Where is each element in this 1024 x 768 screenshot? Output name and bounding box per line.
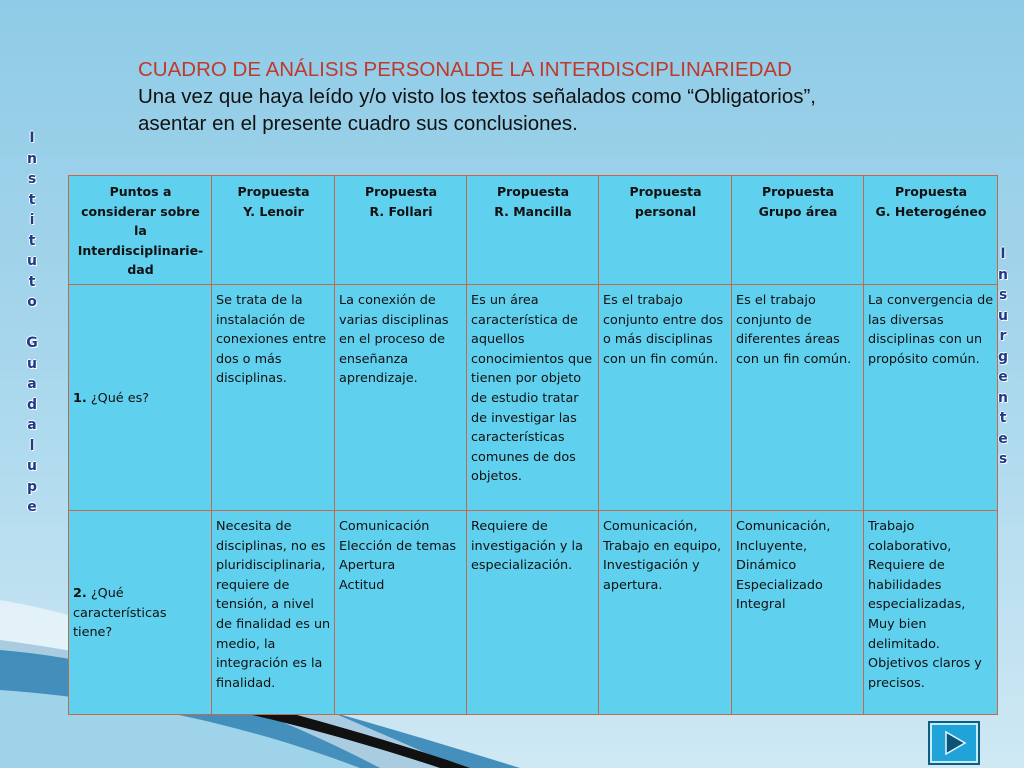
header-cell-personal — [599, 176, 732, 285]
row-point-cell — [69, 284, 212, 510]
header-author: personal — [634, 203, 697, 219]
header-cell-points — [69, 176, 212, 285]
header-author: R. Mancilla — [494, 203, 572, 219]
vertical-letter: u — [27, 253, 37, 269]
slide-heading: CUADRO DE ANÁLISIS PERSONALDE LA INTERDISCIPLINARIEDAD — [138, 58, 792, 81]
vertical-letter: e — [998, 430, 1008, 447]
header-author: R. Follari — [369, 203, 433, 219]
vertical-letter: i — [29, 212, 35, 228]
vertical-letter: a — [27, 376, 37, 392]
row-point-label: ¿Qué características tiene? — [73, 586, 167, 641]
header-author: Y. Lenoir — [243, 203, 304, 219]
table-cell: Comunicación, Trabajo en equipo, Investigación y apertura. — [599, 510, 732, 714]
vertical-letter: r — [999, 328, 1007, 344]
table-cell: Es un área característica de aquellos conocimientos que tienen por objeto de estudio tratar de investigar las características comunes de dos objetos. — [467, 284, 599, 510]
table-cell: Es el trabajo conjunto entre dos o más disciplinas con un fin común. — [599, 284, 732, 510]
table-cell: La convergencia de las diversas disciplinas con un propósito común. — [864, 284, 998, 510]
vertical-letter: t — [28, 273, 36, 290]
vertical-letter — [30, 313, 35, 334]
table-cell: Comunicación, Incluyente, Dinámico Especializado Integral — [732, 510, 864, 714]
slide-title-block — [138, 57, 938, 137]
header-cell-mancilla — [467, 176, 599, 285]
header-author: Grupo área — [758, 203, 838, 219]
table-cell: Trabajo colaborativo, Requiere de habilidades especializadas, Muy bien delimitado. Objetivos claros y precisos. — [864, 510, 998, 714]
table-cell: Comunicación Elección de temas Apertura Actitud — [335, 510, 467, 714]
vertical-letter: I — [29, 130, 35, 146]
vertical-letter: e — [998, 369, 1008, 385]
vertical-letter: t — [28, 232, 36, 249]
vertical-text-left — [22, 128, 42, 518]
vertical-letter: n — [998, 266, 1008, 283]
row-number: 2. — [73, 586, 87, 602]
header-label: Propuesta — [894, 184, 968, 199]
table-row — [69, 284, 998, 510]
vertical-letter: o — [27, 294, 37, 310]
header-label: Propuesta — [629, 184, 702, 199]
next-slide-button[interactable] — [928, 721, 980, 765]
table-cell: Se trata de la instalación de conexiones entre dos o más disciplinas. — [212, 284, 335, 510]
table-cell: Es el trabajo conjunto de diferentes áreas con un fin común. — [732, 284, 864, 510]
vertical-letter: e — [27, 499, 37, 515]
table-cell: Necesita de disciplinas, no es pluridisciplinaria, requiere de tensión, a nivel de finalidad es un medio, la integración es la finalidad. — [212, 510, 335, 714]
header-label: Propuesta — [237, 184, 310, 199]
vertical-letter: n — [27, 150, 37, 167]
vertical-letter: t — [28, 191, 36, 208]
vertical-letter: u — [27, 355, 37, 372]
table-cell: Requiere de investigación y la especialización. — [467, 510, 599, 714]
instruction-line-1: Una vez que haya leído y/o visto los textos señalados como “Obligatorios”, — [138, 85, 816, 108]
vertical-letter: p — [26, 478, 38, 495]
instruction-line-2: asentar en el presente cuadro sus conclusiones. — [138, 112, 578, 135]
header-points-label: Puntos a considerar sobre la Interdisciplinarie-dad — [77, 184, 204, 278]
vertical-letter: I — [1000, 246, 1006, 262]
table-header-row — [69, 176, 998, 285]
header-label: Propuesta — [761, 184, 835, 199]
header-cell-grupo-area — [732, 176, 864, 285]
header-cell-lenoir — [212, 176, 335, 285]
row-number: 1. — [73, 390, 87, 406]
vertical-letter: t — [999, 410, 1007, 426]
row-point-label: ¿Qué es? — [86, 390, 150, 406]
vertical-letter: s — [27, 171, 37, 187]
vertical-letter: n — [998, 389, 1008, 406]
vertical-letter: G — [26, 335, 38, 351]
header-cell-follari — [335, 176, 467, 285]
vertical-letter: u — [27, 458, 37, 474]
row-point-cell — [69, 510, 212, 714]
table-row — [69, 510, 998, 714]
vertical-letter: a — [27, 417, 37, 433]
vertical-letter: g — [997, 348, 1009, 365]
header-label: Propuesta — [364, 184, 438, 199]
vertical-letter: l — [29, 437, 35, 454]
analysis-table — [68, 175, 998, 715]
header-label: Propuesta — [496, 184, 570, 199]
vertical-letter: u — [998, 307, 1008, 324]
vertical-letter: s — [998, 451, 1008, 467]
header-author: G. Heterogéneo — [875, 203, 987, 219]
table-cell: La conexión de varias disciplinas en el proceso de enseñanza aprendizaje. — [335, 284, 467, 510]
header-cell-heterogeneo — [864, 176, 998, 285]
play-arrow-icon — [939, 728, 969, 758]
vertical-letter: d — [26, 396, 38, 413]
vertical-letter: s — [998, 287, 1008, 303]
